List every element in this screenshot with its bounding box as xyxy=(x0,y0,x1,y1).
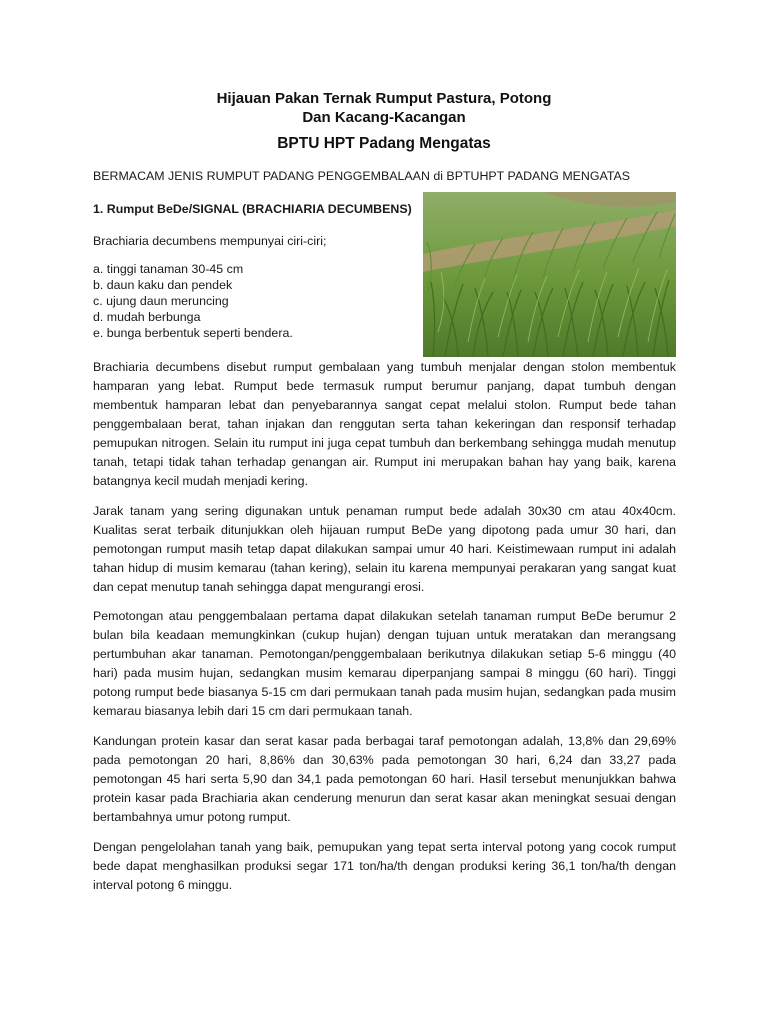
list-item: d. mudah berbunga xyxy=(93,310,201,324)
title-line-3: BPTU HPT Padang Mengatas xyxy=(277,135,491,152)
paragraph-3: Pemotongan atau penggembalaan pertama dapat dilakukan setelah tanaman rumput BeDe berumur 2 bulan bila keadaan memungkinkan (cukup hujan) dengan tujuan untuk meratakan dan merangsang pertumbuhan akar tanaman. Pemotongan/penggembalaan berikutnya dilakukan setiap 5-6 minggu (40 hari) pada musim hujan, sedangkan musim kemarau diperpanjang sampai 8 minggu (60 hari). Tinggi potong rumput bede biasanya 5-15 cm dari permukaan tanah pada musim hujan, sedangkan pada musim kemarau biasanya lebih dari 15 cm dari permukaan tanah. xyxy=(93,609,676,718)
title-line-1: Hijauan Pakan Ternak Rumput Pastura, Potong xyxy=(216,90,552,107)
paragraph-2: Jarak tanam yang sering digunakan untuk penaman rumput bede adalah 30x30 cm atau 40x40cm. Kualitas serat terbaik ditunjukkan oleh hijauan rumput BeDe yang dipotong pada umur 30 hari, dan pemotongan rumput masih tetap dapat dilakukan sampai umur 40 hari. Keistimewaan rumput ini adalah tahan hidup di musim kemarau (tahan kering), selain itu karena mempunyai perakaran yang sangat kuat dan cepat menutup tanah sehingga dapat mengurangi erosi. xyxy=(93,504,676,594)
paragraph-5: Dengan pengelolahan tanah yang baik, pemupukan yang tepat serta interval potong yang cocok rumput bede dapat menghasilkan produksi segar 171 ton/ha/th dengan produksi kering 36,1 ton/ha/th dengan interval potong 6 minggu. xyxy=(93,840,676,892)
paragraph-4: Kandungan protein kasar dan serat kasar pada berbagai taraf pemotongan adalah, 13,8% dan 29,69% pada pemotongan 20 hari, 8,86% dan 30,63% pada pemotongan 30 hari, 6,24 dan 33,27 pada pemotongan 45 hari serta 5,90 dan 34,1 pada pemotongan 60 hari. Hasil tersebut menunjukkan bahwa protein kasar pada Brachiaria akan cenderung menurun dan serat kasar akan meningkat sesuai dengan bertambahnya umur potong rumput. xyxy=(93,734,676,824)
paragraph-1: Brachiaria decumbens disebut rumput gembalaan yang tumbuh menjalar dengan stolon membentuk hamparan yang lebat. Rumput bede termasuk rumput berumur panjang, dapat tumbuh dengan membentuk hamparan lebat dan penyebarannya sangat cepat melalui stolon. Rumput bede tahan penggembalaan berat, tahan injakan dan renggutan serta tahan kekeringan dan responsif terhadap pemupukan nitrogen. Selain itu rumput ini juga cepat tumbuh dan berkembang sehingga mudah menutup tanah, tetapi tidak tahan terhadap genangan air. Rumput ini merupakan bahan hay yang baik, karena batangnya kecil mudah menjadi kering. xyxy=(93,360,676,488)
traits-intro: Brachiaria decumbens mempunyai ciri-ciri; xyxy=(93,234,327,248)
list-item: a. tinggi tanaman 30-45 cm xyxy=(93,262,244,276)
intro-line: BERMACAM JENIS RUMPUT PADANG PENGGEMBALAAN di BPTUHPT PADANG MENGATAS xyxy=(93,169,631,183)
list-item: c. ujung daun meruncing xyxy=(93,294,229,308)
grass-photo xyxy=(423,192,676,357)
title-line-2: Dan Kacang-Kacangan xyxy=(302,109,466,126)
list-item: e. bunga berbentuk seperti bendera. xyxy=(93,326,293,340)
section-heading: 1. Rumput BeDe/SIGNAL (BRACHIARIA DECUMBENS) xyxy=(93,202,412,216)
list-item: b. daun kaku dan pendek xyxy=(93,278,233,292)
traits-list xyxy=(93,261,293,341)
